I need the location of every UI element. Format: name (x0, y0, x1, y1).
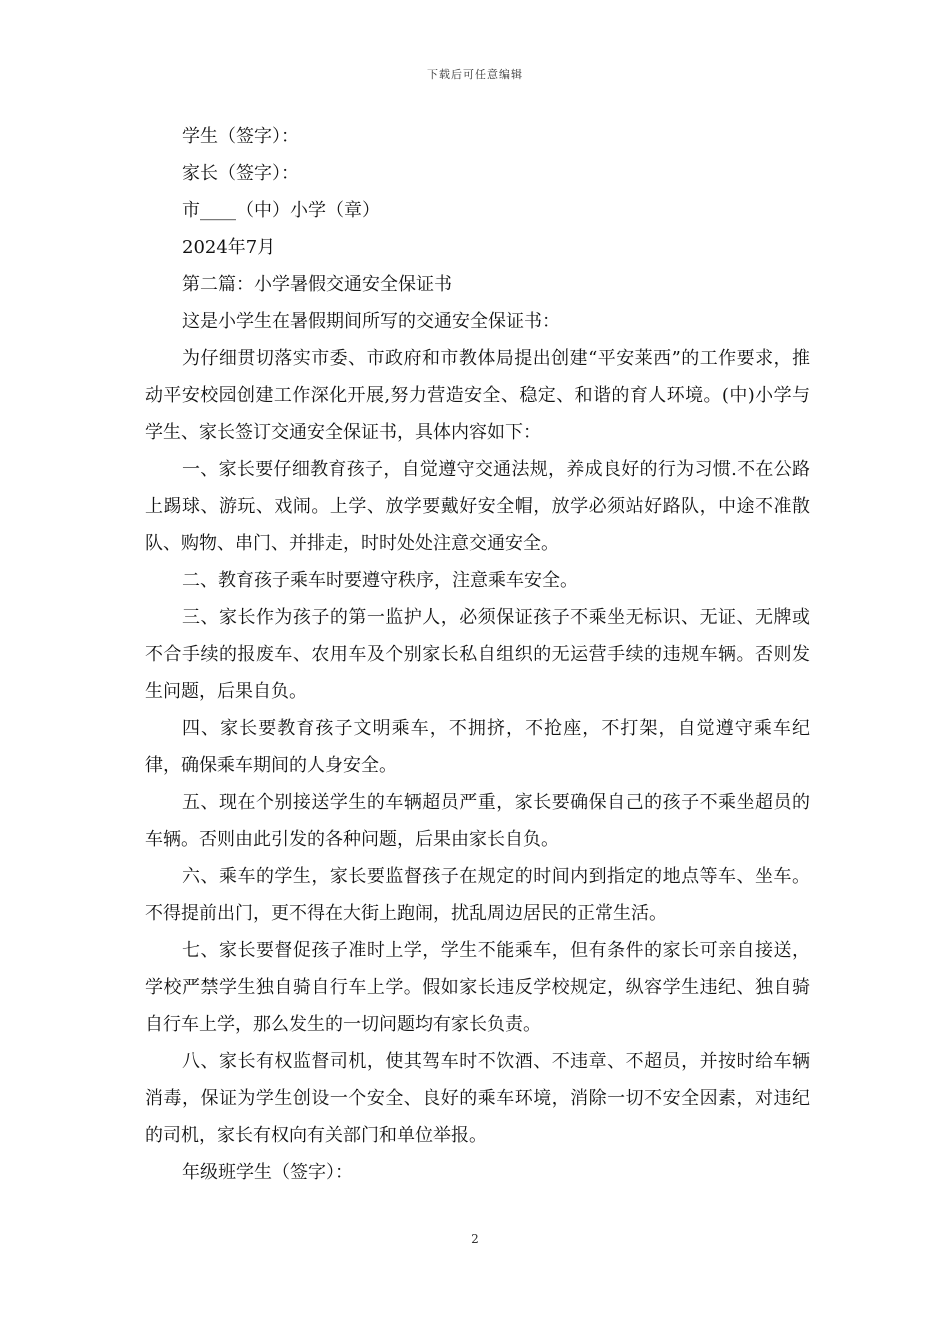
paragraph-item-6: 六、乘车的学生，家长要监督孩子在规定的时间内到指定的地点等车、坐车。不得提前出门，更不得在大街上跑闹，扰乱周边居民的正常生活。 (145, 866, 810, 924)
paragraph-preamble: 为仔细贯切落实市委、市政府和市教体局提出创建“平安莱西”的工作要求，推动平安校园创建工作深化开展,努力营造安全、稳定、和谐的育人环境。(中)小学与学生、家长签订交通安全保证书，具体内容如下： (145, 348, 810, 443)
date-line: 2024年7月 (182, 237, 276, 258)
document-body (145, 118, 810, 1191)
class-student-signature-line: 年级班学生（签字）： (182, 1162, 353, 1183)
student-signature-line: 学生（签字）： (182, 126, 299, 147)
intro-line: 这是小学生在暑假期间所写的交通安全保证书： (182, 311, 560, 332)
paragraph-item-7: 七、家长要督促孩子准时上学，学生不能乘车，但有条件的家长可亲自接送，学校严禁学生独自骑自行车上学。假如家长违反学校规定，纵容学生违纪、独自骑自行车上学，那么发生的一切问题均有家长负责。 (145, 940, 810, 1035)
paragraph-item-5: 五、现在个别接送学生的车辆超员严重，家长要确保自己的孩子不乘坐超员的车辆。否则由此引发的各种问题，后果由家长自负。 (145, 792, 810, 850)
paragraph-item-1: 一、家长要仔细教育孩子，自觉遵守交通法规，养成良好的行为习惯.不在公路上踢球、游玩、戏闹。上学、放学要戴好安全帽，放学必须站好路队，中途不准散队、购物、串门、并排走，时时处处注意交通安全。 (145, 459, 810, 554)
section-title: 第二篇：小学暑假交通安全保证书 (182, 274, 452, 295)
school-stamp-line: 市____（中）小学（章） (182, 200, 380, 221)
paragraph-item-8: 八、家长有权监督司机，使其驾车时不饮酒、不违章、不超员，并按时给车辆消毒，保证为学生创设一个安全、良好的乘车环境，消除一切不安全因素，对违纪的司机，家长有权向有关部门和单位举报。 (145, 1051, 810, 1146)
paragraph-item-4: 四、家长要教育孩子文明乘车，不拥挤，不抢座，不打架，自觉遵守乘车纪律，确保乘车期间的人身安全。 (145, 718, 810, 776)
page-header: 下载后可任意编辑 (427, 68, 523, 81)
paragraph-item-3: 三、家长作为孩子的第一监护人，必须保证孩子不乘坐无标识、无证、无牌或不合手续的报废车、农用车及个别家长私自组织的无运营手续的违规车辆。否则发生问题，后果自负。 (145, 607, 810, 702)
page-number: 2 (471, 1232, 479, 1246)
paragraph-item-2: 二、教育孩子乘车时要遵守秩序，注意乘车安全。 (182, 570, 578, 591)
parent-signature-line: 家长（签字）： (182, 163, 299, 184)
